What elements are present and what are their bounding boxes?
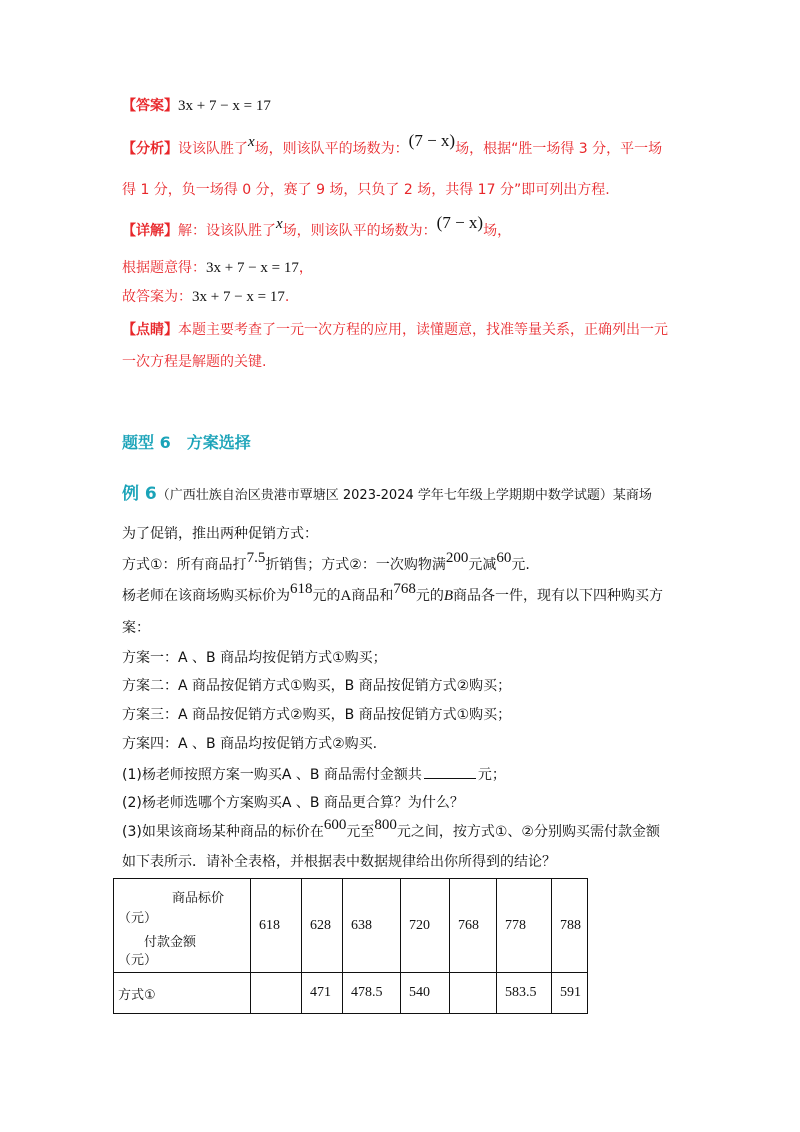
table-row xyxy=(114,879,588,973)
example-line-1 xyxy=(122,484,652,506)
detail-line-2-equation: 3x + 7 − x = 17 xyxy=(206,260,299,276)
payment-cell: 583.5 xyxy=(497,973,552,1014)
price-table xyxy=(113,878,588,1014)
price-cell: 768 xyxy=(450,879,497,973)
question-1 xyxy=(122,764,506,785)
detail-var: x xyxy=(276,216,283,232)
line4-b: 元的 xyxy=(312,588,341,604)
example-label: 例 6 xyxy=(122,484,157,504)
price-cell: 638 xyxy=(343,879,401,973)
table-row xyxy=(114,973,588,1014)
reduction-value: 60 xyxy=(496,550,512,566)
analysis-text-1: 设该队胜了 xyxy=(178,141,248,157)
example-line-5: 案： xyxy=(122,620,150,636)
q3-high: 800 xyxy=(374,817,397,833)
line3-d: 元. xyxy=(511,557,530,573)
threshold-value: 200 xyxy=(445,550,469,566)
example-source: （广西壮族自治区贵港市覃塘区 2023-2024 学年七年级上学期期中数学试题）某商场 xyxy=(156,488,652,503)
line4-d: 元的 xyxy=(415,588,444,604)
question-1-unit: 元； xyxy=(477,767,506,783)
answer-blank[interactable] xyxy=(424,764,476,779)
plan-1: 方案一：A 、B 商品均按促销方式①购买； xyxy=(122,650,387,666)
header-price-unit: （元） xyxy=(118,911,158,926)
price-cell: 720 xyxy=(401,879,450,973)
detail-line-3-suffix: . xyxy=(284,289,290,305)
detail-line-2 xyxy=(122,258,313,278)
analysis-var: x xyxy=(248,134,255,150)
detail-line-3 xyxy=(122,287,289,307)
line3-b: 折销售；方式②：一次购物满 xyxy=(265,557,446,573)
detail-line-3-equation: 3x + 7 − x = 17 xyxy=(192,289,285,305)
price-cell: 618 xyxy=(251,879,302,973)
section-heading: 题型 6 方案选择 xyxy=(122,433,251,452)
detail-tag: 【详解】 xyxy=(122,223,178,239)
example-line-2: 为了促销，推出两种促销方式： xyxy=(122,526,318,542)
comment-line-2: 一次方程是解题的关键. xyxy=(122,354,267,370)
detail-line-1 xyxy=(122,213,512,241)
detail-text-3: 场， xyxy=(483,223,512,239)
header-price-label: 商品标价 xyxy=(172,891,225,906)
payment-cell: 591 xyxy=(552,973,588,1014)
payment-cell: 478.5 xyxy=(343,973,401,1014)
q3-c: 元之间，按方式①、②分别购买需付款金额 xyxy=(396,824,660,840)
analysis-text-3: 场，根据“胜一场得 3 分，平一场 xyxy=(455,141,663,157)
example-line-3 xyxy=(122,550,530,575)
line4-a: 杨老师在该商场购买标价为 xyxy=(122,588,290,604)
example-line-4 xyxy=(122,581,664,606)
item-a-letter: A xyxy=(340,588,352,604)
row-label-method-1: 方式① xyxy=(114,973,251,1014)
price-a: 618 xyxy=(290,581,313,597)
plan-2: 方案二：A 商品按促销方式①购买，B 商品按促销方式②购买； xyxy=(122,678,512,694)
item-b-letter: B xyxy=(443,588,454,604)
q3-low: 600 xyxy=(323,817,347,833)
discount-value: 7.5 xyxy=(246,550,266,566)
question-1-text: (1)杨老师按照方案一购买A 、B 商品需付金额共 xyxy=(122,767,422,783)
line3-a: 方式①：所有商品打 xyxy=(122,557,247,573)
price-b: 768 xyxy=(393,581,416,597)
detail-expr: (7 − x) xyxy=(436,213,484,232)
detail-text-2: 场，则该队平的场数为： xyxy=(282,223,437,239)
price-cell: 778 xyxy=(497,879,552,973)
plan-3: 方案三：A 商品按促销方式②购买，B 商品按促销方式①购买； xyxy=(122,707,512,723)
detail-line-3-prefix: 故答案为： xyxy=(122,289,192,305)
analysis-line-2: 得 1 分，负一场得 0 分，赛了 9 场，只负了 2 场，共得 17 分”即可列出方程. xyxy=(122,182,610,198)
question-2: (2)杨老师选哪个方案购买A 、B 商品更合算？为什么？ xyxy=(122,795,464,811)
question-3-line-1 xyxy=(122,817,660,842)
analysis-line-1 xyxy=(122,131,663,159)
price-cell: 788 xyxy=(552,879,588,973)
line4-e: 商品各一件，现有以下四种购买方 xyxy=(453,588,664,604)
header-payment-unit: （元） xyxy=(118,953,158,968)
q3-b: 元至 xyxy=(346,824,375,840)
comment-line-1 xyxy=(122,320,668,340)
detail-line-2-suffix: ， xyxy=(298,260,313,276)
comment-text-1: 本题主要考查了一元一次方程的应用，读懂题意，找准等量关系，正确列出一元 xyxy=(178,322,668,338)
payment-cell: 540 xyxy=(401,973,450,1014)
line3-c: 元减 xyxy=(468,557,497,573)
answer-line xyxy=(122,96,271,116)
header-payment-label: 付款金额 xyxy=(144,935,197,950)
comment-tag: 【点睛】 xyxy=(122,322,178,338)
header-cell xyxy=(114,879,251,973)
answer-equation: 3x + 7 − x = 17 xyxy=(178,98,271,114)
plan-4: 方案四：A 、B 商品均按促销方式②购买. xyxy=(122,736,378,752)
q3-a: (3)如果该商场某种商品的标价在 xyxy=(122,824,324,840)
detail-line-2-prefix: 根据题意得： xyxy=(122,260,206,276)
analysis-text-2: 场，则该队平的场数为： xyxy=(254,141,409,157)
analysis-expr: (7 − x) xyxy=(408,131,456,150)
price-cell: 628 xyxy=(302,879,343,973)
detail-text-1: 解：设该队胜了 xyxy=(178,223,276,239)
question-3-line-2: 如下表所示．请补全表格，并根据表中数据规律给出你所得到的结论？ xyxy=(122,854,556,870)
answer-tag: 【答案】 xyxy=(122,98,178,114)
payment-cell: 471 xyxy=(302,973,343,1014)
analysis-tag: 【分析】 xyxy=(122,141,178,157)
payment-cell[interactable] xyxy=(251,973,302,1014)
payment-cell[interactable] xyxy=(450,973,497,1014)
line4-c: 商品和 xyxy=(351,588,394,604)
